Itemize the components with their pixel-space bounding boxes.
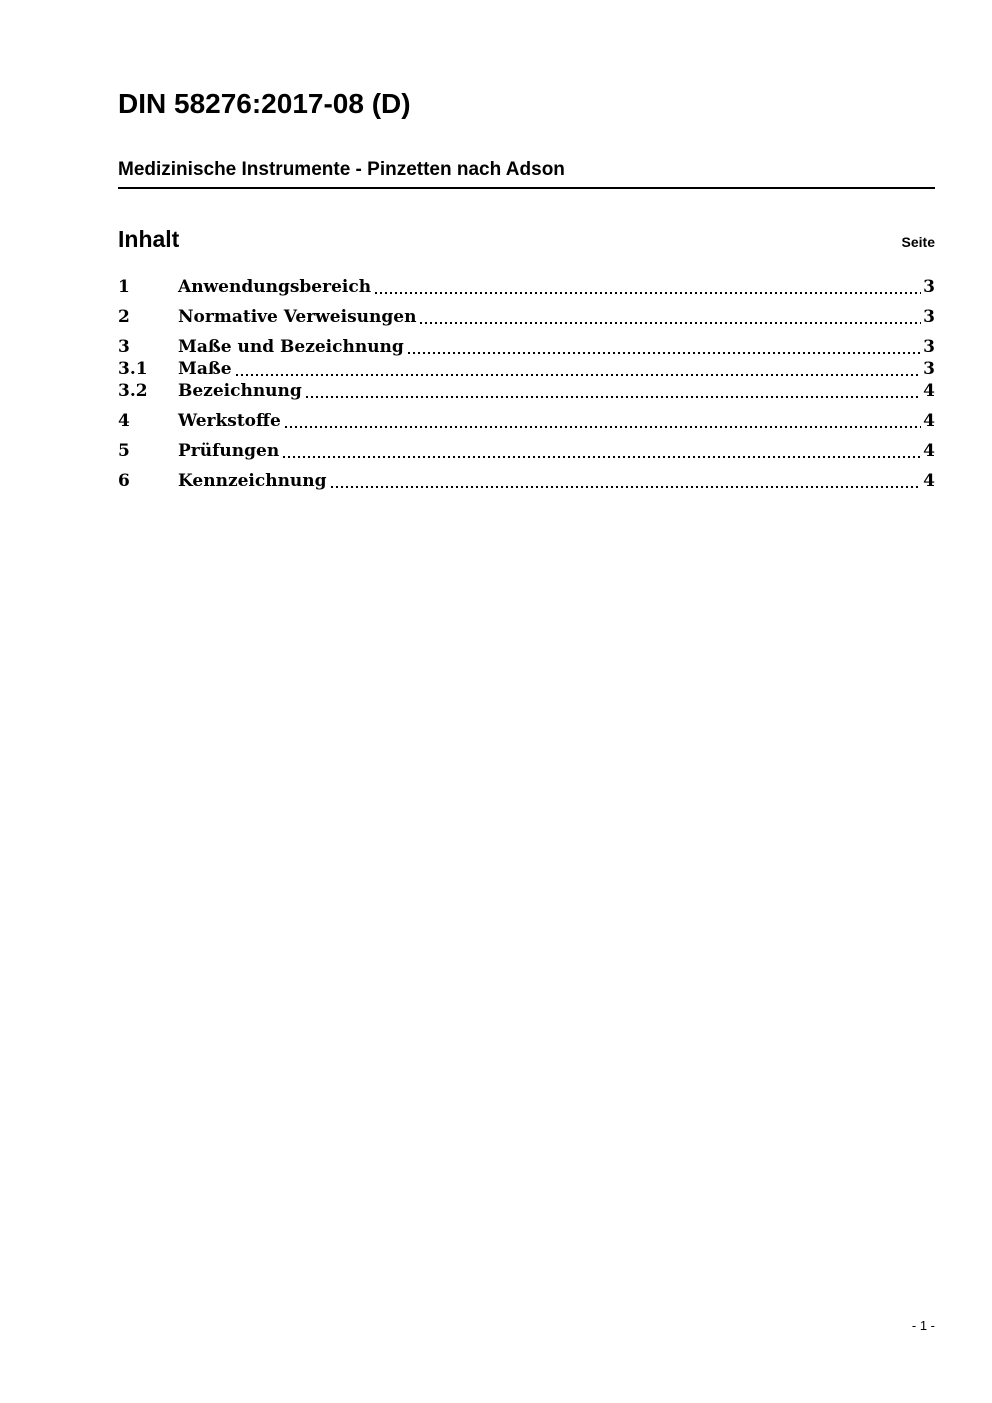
toc-dot-leader bbox=[306, 396, 921, 398]
toc-entry-number: 4 bbox=[118, 411, 130, 431]
toc-entry-label: Prüfungen bbox=[178, 441, 280, 461]
toc-heading: Inhalt bbox=[118, 226, 180, 252]
toc-entry-page: 4 bbox=[923, 441, 935, 461]
toc-entry-number: 3 bbox=[118, 337, 130, 357]
toc-entry-page: 3 bbox=[923, 337, 935, 357]
document-title: DIN 58276:2017-08 (D) bbox=[118, 88, 411, 119]
toc-entry-number: 1 bbox=[118, 277, 130, 297]
toc-entry-label: Werkstoffe bbox=[178, 411, 281, 431]
toc-entry-label: Anwendungsbereich bbox=[178, 277, 372, 297]
toc-entry-number: 6 bbox=[118, 471, 130, 491]
toc-entry-label: Bezeichnung bbox=[178, 381, 302, 401]
toc-entry-page: 3 bbox=[923, 277, 935, 297]
page-number-footer: - 1 - bbox=[911, 1318, 935, 1333]
toc-row bbox=[118, 337, 935, 358]
toc-entry-label: Kennzeichnung bbox=[178, 471, 327, 491]
toc-dot-leader bbox=[283, 456, 921, 458]
toc-row bbox=[118, 307, 935, 328]
toc-entry-page: 4 bbox=[923, 381, 935, 401]
toc-entry-label: Normative Verweisungen bbox=[178, 307, 417, 327]
toc-row bbox=[118, 471, 935, 492]
toc-row bbox=[118, 411, 935, 432]
toc-row bbox=[118, 441, 935, 462]
toc-page-column-label: Seite bbox=[901, 234, 935, 250]
toc-entry-number: 3.2 bbox=[118, 381, 148, 401]
toc-row bbox=[118, 381, 935, 402]
document-subtitle: Medizinische Instrumente - Pinzetten nach Adson bbox=[118, 158, 935, 189]
toc-header bbox=[118, 225, 935, 253]
toc-entry-page: 3 bbox=[923, 359, 935, 379]
toc-dot-leader bbox=[285, 426, 921, 428]
toc-dot-leader bbox=[331, 486, 922, 488]
toc-entry-label: Maße bbox=[178, 359, 232, 379]
toc-entry-label: Maße und Bezeichnung bbox=[178, 337, 404, 357]
toc-dot-leader bbox=[236, 374, 922, 376]
toc-entry-number: 2 bbox=[118, 307, 130, 327]
toc-row bbox=[118, 277, 935, 298]
toc-entry-page: 3 bbox=[923, 307, 935, 327]
toc-list bbox=[118, 277, 935, 492]
toc-entry-number: 3.1 bbox=[118, 359, 148, 379]
toc-entry-number: 5 bbox=[118, 441, 130, 461]
toc-entry-page: 4 bbox=[923, 411, 935, 431]
toc-row bbox=[118, 359, 935, 380]
toc-dot-leader bbox=[408, 352, 921, 354]
toc-entry-page: 4 bbox=[923, 471, 935, 491]
toc-dot-leader bbox=[375, 292, 921, 294]
toc-dot-leader bbox=[420, 322, 921, 324]
